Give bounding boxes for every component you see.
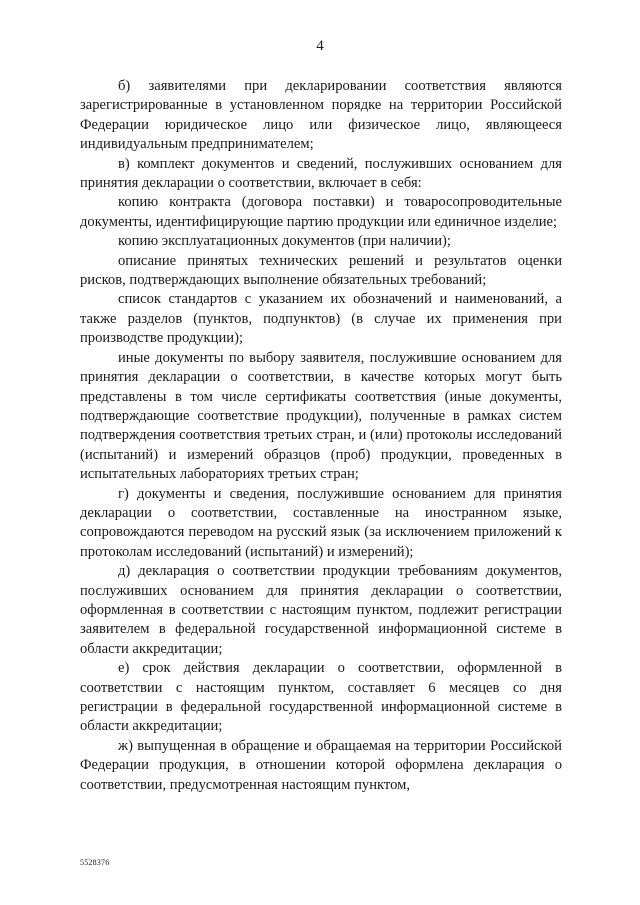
paragraph-b: б) заявителями при декларировании соответствия являются зарегистрированные в установленном порядке на территории Российской Федерации юридическое лицо или физическое лицо, являющееся индивидуальным предпринимателем;	[80, 78, 562, 153]
paragraph-e: е) срок действия декларации о соответствии, оформленной в соответствии с настоящим пунктом, составляет 6 месяцев со дня регистрации в федеральной государственной информационной системе в области аккредитации;	[80, 660, 562, 735]
document-code: 5528376	[80, 858, 110, 867]
document-body	[80, 77, 562, 795]
paragraph-contract-copy: копию контракта (договора поставки) и товаросопроводительные документы, идентифицирующие партию продукции или единичное изделие;	[80, 194, 562, 230]
paragraph-technical-solutions: описание принятых технических решений и результатов оценки рисков, подтверждающих выполнение обязательных требований;	[80, 252, 562, 289]
paragraph-operation-docs: копию эксплуатационных документов (при наличии);	[118, 233, 451, 250]
paragraph-standards-list: список стандартов с указанием их обозначений и наименований, а также разделов (пунктов, подпунктов) (в случае их применения при производстве продукции);	[80, 291, 562, 347]
page-number: 4	[316, 38, 324, 54]
paragraph-other-documents: иные документы по выбору заявителя, послужившие основанием для принятия декларации о соответствии, в качестве которых могут быть представлены в том числе сертификаты соответствия (иные документы, подтверждающие соответствие продукции), полученные в рамках систем подтверждения соответствия третьих стран, и (или) протоколы исследований (испытаний) и измерений образцов (проб) продукции, проведенных в испытательных лабораториях третьих стран;	[80, 349, 562, 483]
paragraph-v: в) комплект документов и сведений, послуживших основанием для принятия декларации о соответствии, включает в себя:	[80, 155, 562, 192]
paragraph-d: д) декларация о соответствии продукции требованиям документов, послуживших основанием для принятия декларации о соответствии, оформленная в соответствии с настоящим пунктом, подлежит регистрации заявителем в федеральной государственной информационной системе в области аккредитации;	[80, 563, 562, 657]
paragraph-g: г) документы и сведения, послужившие основанием для принятия декларации о соответствии, составленные на иностранном языке, сопровождаются переводом на русский язык (за исключением приложений к протоколам исследований (испытаний) и измерений);	[80, 485, 562, 560]
paragraph-zh: ж) выпущенная в обращение и обращаемая на территории Российской Федерации продукция, в отношении которой оформлена декларация о соответствии, предусмотренная настоящим пунктом,	[80, 737, 562, 793]
